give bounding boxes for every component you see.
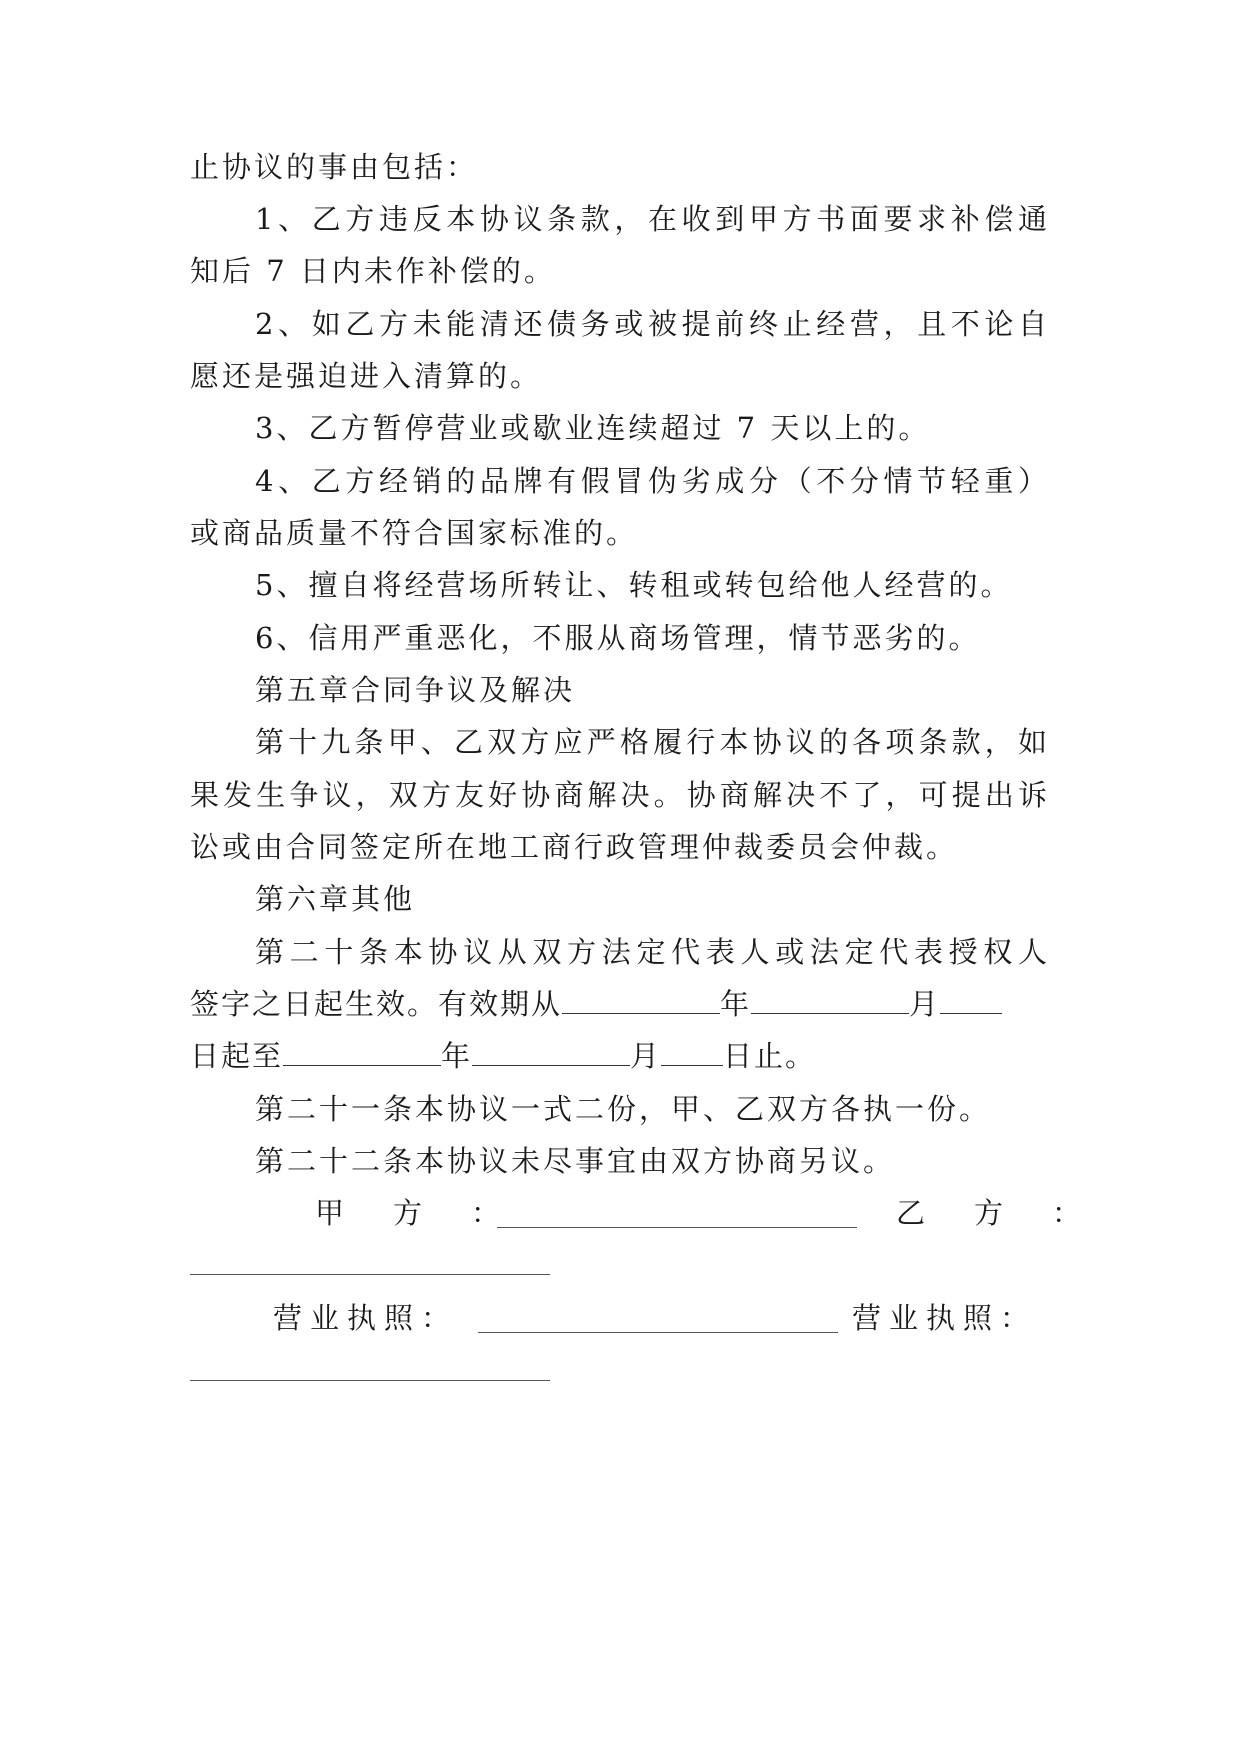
license-b-label: 营业执照：: [852, 1301, 1038, 1335]
paragraph-line: 第二十条本协议从双方法定代表人或法定代表授权人: [255, 935, 1050, 969]
month-blank[interactable]: [751, 987, 909, 1014]
party-a-signature-line[interactable]: [497, 1227, 857, 1228]
end-day-blank[interactable]: [661, 1039, 723, 1066]
paragraph-line: 第二十一条本协议一式二份，甲、乙双方各执一份。: [255, 1092, 992, 1126]
paragraph-line: 知后 7 日内未作补偿的。: [190, 254, 556, 288]
paragraph-line: 5、擅自将经营场所转让、转租或转包给他人经营的。: [255, 568, 1013, 602]
license-a-label: 营业执照：: [273, 1301, 459, 1335]
end-year-blank[interactable]: [283, 1039, 441, 1066]
validity-prefix: 签字之日起生效。有效期从: [190, 987, 563, 1021]
paragraph-line: 止协议的事由包括：: [190, 150, 479, 184]
chapter-heading: 第五章合同争议及解决: [255, 673, 576, 707]
paragraph-line: 讼或由合同签定所在地工商行政管理仲裁委员会仲裁。: [190, 830, 959, 864]
validity-end-label: 日止。: [723, 1039, 817, 1073]
paragraph-line: 第二十二条本协议未尽事宜由双方协商另议。: [255, 1144, 896, 1178]
party-b-label: 乙 方 ：: [896, 1196, 1092, 1230]
paragraph-line: 6、信用严重恶化，不服从商场管理，情节恶劣的。: [255, 621, 981, 655]
paragraph-line: 2、如乙方未能清还债务或被提前终止经营，且不论自: [255, 307, 1050, 341]
party-b-signature-line[interactable]: [190, 1274, 550, 1275]
validity-line-2: [190, 1036, 1050, 1076]
paragraph-line: 4、乙方经销的品牌有假冒伪劣成分（不分情节轻重）: [255, 464, 1050, 498]
paragraph-line: 1、乙方违反本协议条款，在收到甲方书面要求补偿通: [255, 202, 1050, 236]
license-a-line[interactable]: [478, 1332, 838, 1333]
license-b-line[interactable]: [190, 1380, 550, 1381]
party-a-label: 甲 方 ：: [315, 1196, 511, 1230]
validity-start-label: 日起至: [190, 1039, 284, 1073]
end-month-blank[interactable]: [472, 1039, 630, 1066]
end-month-label: 月: [630, 1039, 662, 1073]
year-blank[interactable]: [562, 987, 720, 1014]
paragraph-line: 或商品质量不符合国家标准的。: [190, 516, 639, 550]
chapter-heading: 第六章其他: [255, 882, 416, 916]
paragraph-line: 果发生争议，双方友好协商解决。协商解决不了，可提出诉: [190, 778, 1050, 812]
day-blank[interactable]: [940, 987, 1002, 1014]
month-label: 月: [909, 987, 941, 1021]
year-label: 年: [720, 987, 752, 1021]
validity-line-1: [190, 984, 1050, 1024]
paragraph-line: 第十九条甲、乙双方应严格履行本协议的各项条款，如: [255, 725, 1050, 759]
paragraph-line: 愿还是强迫进入清算的。: [190, 359, 543, 393]
end-year-label: 年: [441, 1039, 473, 1073]
paragraph-line: 3、乙方暂停营业或歇业连续超过 7 天以上的。: [255, 411, 931, 445]
